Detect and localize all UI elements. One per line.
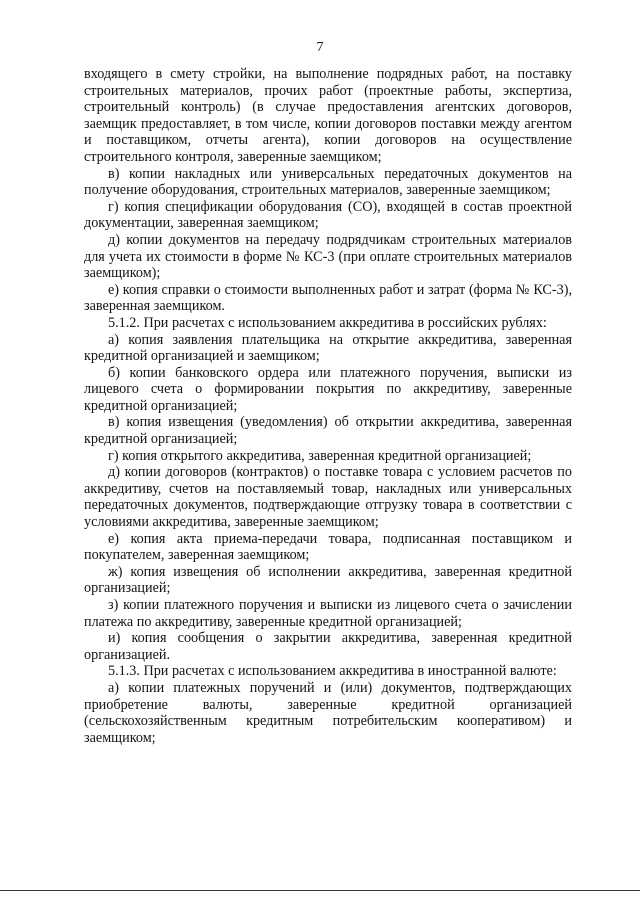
paragraph-item-e: е) копия справки о стоимости выполненных работ и затрат (форма № КС-3), заверенная заемщиком. (84, 281, 572, 315)
paragraph-item-v2: в) копия извещения (уведомления) об открытии аккредитива, заверенная кредитной организацией; (84, 414, 572, 448)
bottom-rule (0, 890, 640, 891)
section-5-1-3: 5.1.3. При расчетах с использованием аккредитива в иностранной валюте: (108, 663, 557, 680)
document-body (84, 66, 572, 746)
paragraph-item-zh: ж) копия извещения об исполнении аккредитива, заверенная кредитной организацией; (84, 563, 572, 597)
paragraph-item-b: б) копии банковского ордера или платежного поручения, выписки из лицевого счета о формировании покрытия по аккредитиву, заверенные кредитной организацией; (84, 364, 572, 414)
paragraph-item-d: д) копии документов на передачу подрядчикам строительных материалов для учета их стоимости в форме № КС-3 (при оплате строительных материалов заемщиком); (84, 231, 572, 282)
page-number: 7 (316, 40, 324, 55)
paragraph-item-a2: а) копии платежных поручений и (или) документов, подтверждающих приобретение валюты, заверенные кредитной организацией (сельскохозяйственным кредитным потребительским кооперативом) и заемщиком; (84, 679, 572, 746)
paragraph-item-z: з) копии платежного поручения и выписки из лицевого счета о зачислении платежа по аккредитиву, заверенные кредитной организацией; (84, 597, 572, 630)
paragraph-continuation: входящего в смету стройки, на выполнение подрядных работ, на поставку строительных материалов, прочих работ (проектные работы, экспертиза, строительный контроль) (в случае предоставления агентских договоров, заемщик предоставляет, в том числе, копии договоров поставки между агентом и поставщиком, отчеты агента), копии договоров на осуществление строительного контроля, заверенные заемщиком; (84, 66, 572, 165)
paragraph-item-a: а) копия заявления плательщика на открытие аккредитива, заверенная кредитной организацией и заемщиком; (84, 331, 572, 365)
paragraph-item-g: г) копия спецификации оборудования (СО), входящей в состав проектной документации, заверенная заемщиком; (84, 198, 572, 232)
paragraph-item-e2: е) копия акта приема-передачи товара, подписанная поставщиком и покупателем, заверенная заемщиком; (84, 530, 572, 564)
paragraph-item-d2: д) копии договоров (контрактов) о поставке товара с условием расчетов по аккредитиву, счетов на поставляемый товар, накладных или универсальных передаточных документов, подтверждающие отгрузку товара в соответствии с условиями аккредитива, заверенные заемщиком; (84, 464, 572, 531)
section-5-1-2: 5.1.2. При расчетах с использованием аккредитива в российских рублях: (108, 314, 547, 331)
paragraph-item-g2: г) копия открытого аккредитива, заверенная кредитной организацией; (108, 447, 532, 464)
paragraph-item-v: в) копии накладных или универсальных передаточных документов на получение оборудования, строительных материалов, заверенные заемщиком; (84, 165, 572, 199)
paragraph-item-i: и) копия сообщения о закрытии аккредитива, заверенная кредитной организацией. (84, 630, 572, 663)
